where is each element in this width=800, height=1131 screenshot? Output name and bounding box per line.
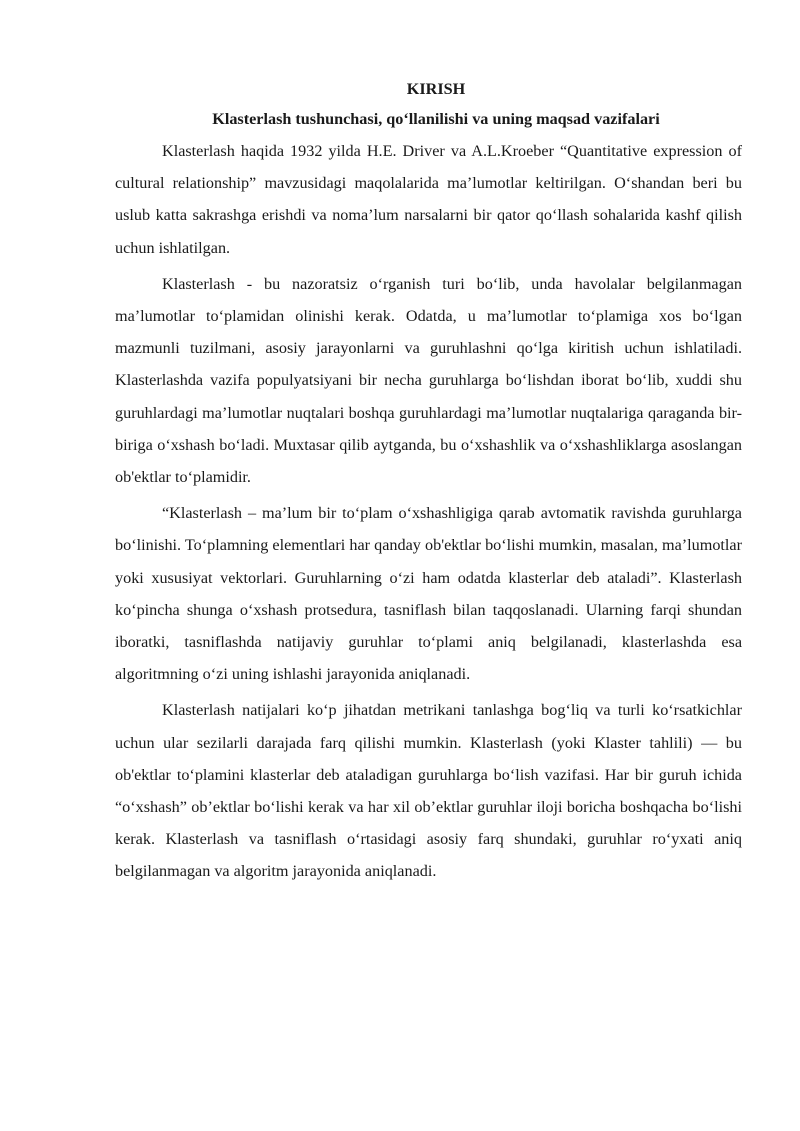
page-title: KIRISH [406, 80, 466, 98]
paragraph-3: “Klasterlash – ma’lum bir toʻplam oʻxshashligiga qarab avtomatik ravishda guruhlarga boʻlinishi. Toʻplamning elementlari har qanday ob'ektlar boʻlishi mumkin, masalan, ma’lumotlar yoki xususiyat vektorlari. Guruhlarning oʻzi ham odatda klasterlar deb ataladi”. Klasterlash koʻpincha shunga oʻxshash protsedura, tasniflash bilan taqqoslanadi. Ularning farqi shundan iboratki, tasniflashda natijaviy guruhlar toʻplami aniq belgilanadi, klasterlashda esa algoritmning oʻzi uning ishlashi jarayonida aniqlanadi. [115, 504, 742, 684]
paragraph-1: Klasterlash haqida 1932 yilda H.E. Driver va A.L.Kroeber “Quantitative expression of cultural relationship” mavzusidagi maqolalarida ma’lumotlar keltirilgan. Oʻshandan beri bu uslub katta sakrashga erishdi va noma’lum narsalarni bir qator qoʻllash sohalarida kashf qilish uchun ishlatilgan. [115, 142, 742, 257]
paragraph-2: Klasterlash - bu nazoratsiz oʻrganish turi boʻlib, unda havolalar belgilanmagan ma’lumotlar toʻplamidan olinishi kerak. Odatda, u ma’lumotlar toʻplamiga xos boʻlgan mazmunli tuzilmani, asosiy jarayonlarni va guruhlashni qoʻlga kiritish uchun ishlatiladi. Klasterlashda vazifa populyatsiyani bir necha guruhlarga boʻlishdan iborat boʻlib, xuddi shu guruhlardagi ma’lumotlar nuqtalari boshqa guruhlardagi ma’lumotlar nuqtalariga qaraganda bir-biriga oʻxshash boʻladi. Muxtasar qilib aytganda, bu oʻxshashlik va oʻxshashliklarga asoslangan ob'ektlar toʻplamidir. [115, 274, 742, 487]
page-subtitle: Klasterlash tushunchasi, qoʻllanilishi va uning maqsad vazifalari [212, 110, 660, 128]
document-page [115, 76, 742, 888]
paragraph-4: Klasterlash natijalari koʻp jihatdan metrikani tanlashga bogʻliq va turli koʻrsatkichlar uchun ular sezilarli darajada farq qilishi mumkin. Klasterlash (yoki Klaster tahlili) — bu ob'ektlar toʻplamini klasterlar deb ataladigan guruhlarga boʻlish vazifasi. Har bir guruh ichida “oʻxshash” ob’ektlar boʻlishi kerak va har xil ob’ektlar guruhlar iloji boricha boshqacha boʻlishi kerak. Klasterlash va tasniflash oʻrtasidagi asosiy farq shundaki, guruhlar roʻyxati aniq belgilanmagan va algoritm jarayonida aniqlanadi. [115, 701, 742, 881]
